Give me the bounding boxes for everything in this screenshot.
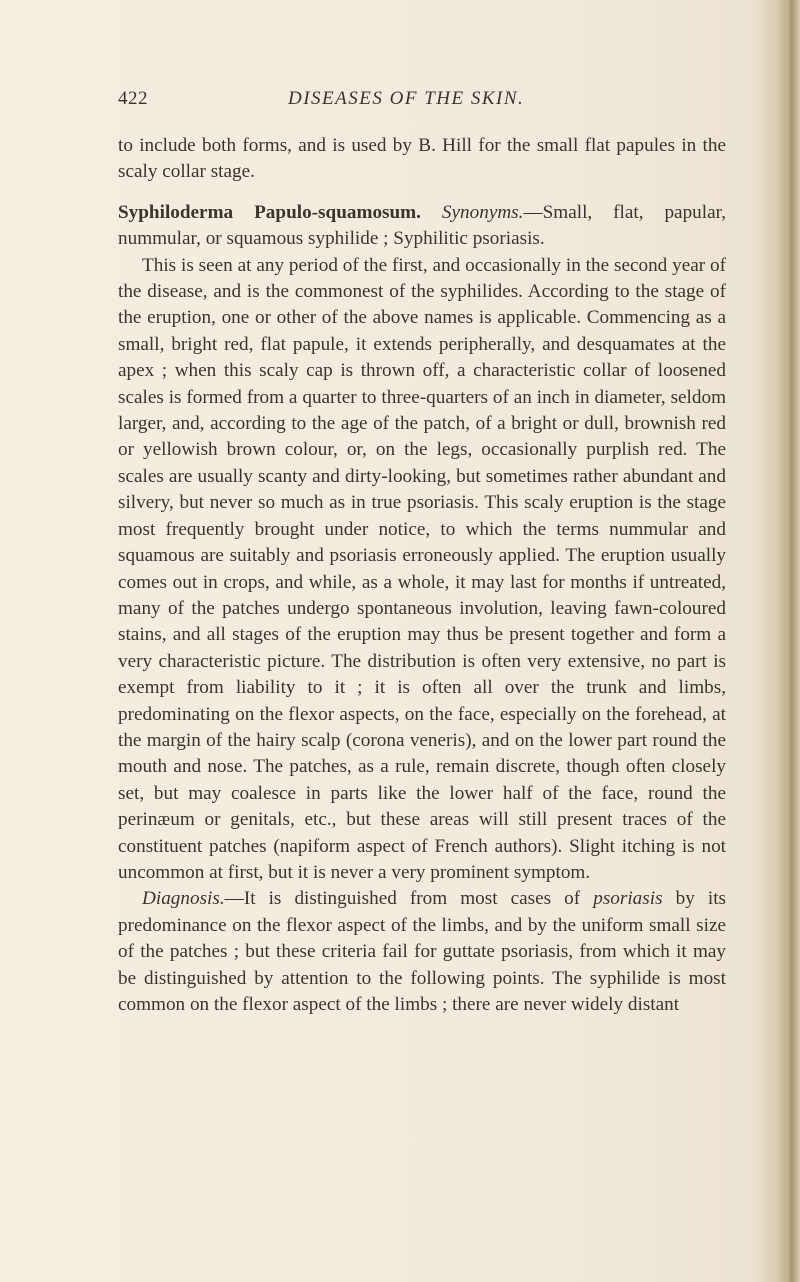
paragraph-diagnosis <box>118 886 726 1018</box>
diagnosis-text-a: —It is distinguished from most cases of <box>224 888 594 910</box>
paragraph-syphiloderma <box>118 200 726 253</box>
body-text <box>118 133 726 1018</box>
page-header <box>118 88 728 116</box>
section-term: Syphiloderma Papulo-squamosum. <box>118 201 421 223</box>
paragraph-description <box>118 253 726 887</box>
book-spine-edge <box>786 0 800 1282</box>
running-title: DISEASES OF THE SKIN. <box>288 88 525 109</box>
diagnosis-text-b: by its predominance on the flexor aspect of the limbs, and by the uniform small size of the patches ; but these criteria fail for guttate psoriasis, from which it may be distinguished by attention to the following points. The syphilide is most common on the flexor aspect of the limbs ; there are never widely distant <box>118 888 726 1015</box>
synonyms-text: —Small, flat, papular, nummular, or squamous syphilide ; Syphilitic psoriasis. <box>118 201 727 250</box>
diagnosis-italic-term: psoriasis <box>593 888 663 910</box>
diagnosis-label: Diagnosis. <box>142 888 225 910</box>
paragraph-text: to include both forms, and is used by B. Hill for the small flat papules in the scaly collar stage. <box>118 135 726 183</box>
paragraph-continuation <box>118 133 726 186</box>
page-number: 422 <box>118 88 148 109</box>
paragraph-text: This is seen at any period of the first, and occasionally in the second year of the disease, and is the commonest of the syphilides. According to the stage of the eruption, one or other of the above names is applicable. Commencing as a small, bright red, flat papule, it extends peripherally, and desquamates at the apex ; when this scaly cap is thrown off, a characteristic collar of loosened scales is formed from a quarter to three-quarters of an inch in diameter, seldom larger, and, according to the age of the patch, of a bright or dull, brownish red or yellowish brown colour, or, on the legs, occasionally purplish red. The scales are usually scanty and dirty-looking, but sometimes rather abundant and silvery, but never so much as in true psoriasis. This scaly eruption is the stage most frequently brought under notice, to which the terms nummular and squamous are suitably and psoriasis erroneously applied. The eruption usually comes out in crops, and while, as a whole, it may last for months if untreated, many of the patches undergo spontaneous involution, leaving fawn-coloured stains, and all stages of the eruption may thus be present together and form a very characteristic picture. The distribution is often very extensive, no part is exempt from liability to it ; it is often all over the trunk and limbs, predominating on the flexor aspects, on the face, especially on the forehead, at the margin of the hairy scalp (corona veneris), and on the lower part round the mouth and nose. The patches, as a rule, remain discrete, though often closely set, but may coalesce in parts like the lower half of the face, round the perinæum or genitals, etc., but these areas will still present traces of the constituent patches (napiform aspect of French authors). Slight itching is not uncommon at first, but it is never a very prominent symptom. <box>118 254 726 883</box>
synonyms-label: Synonyms. <box>441 201 524 223</box>
